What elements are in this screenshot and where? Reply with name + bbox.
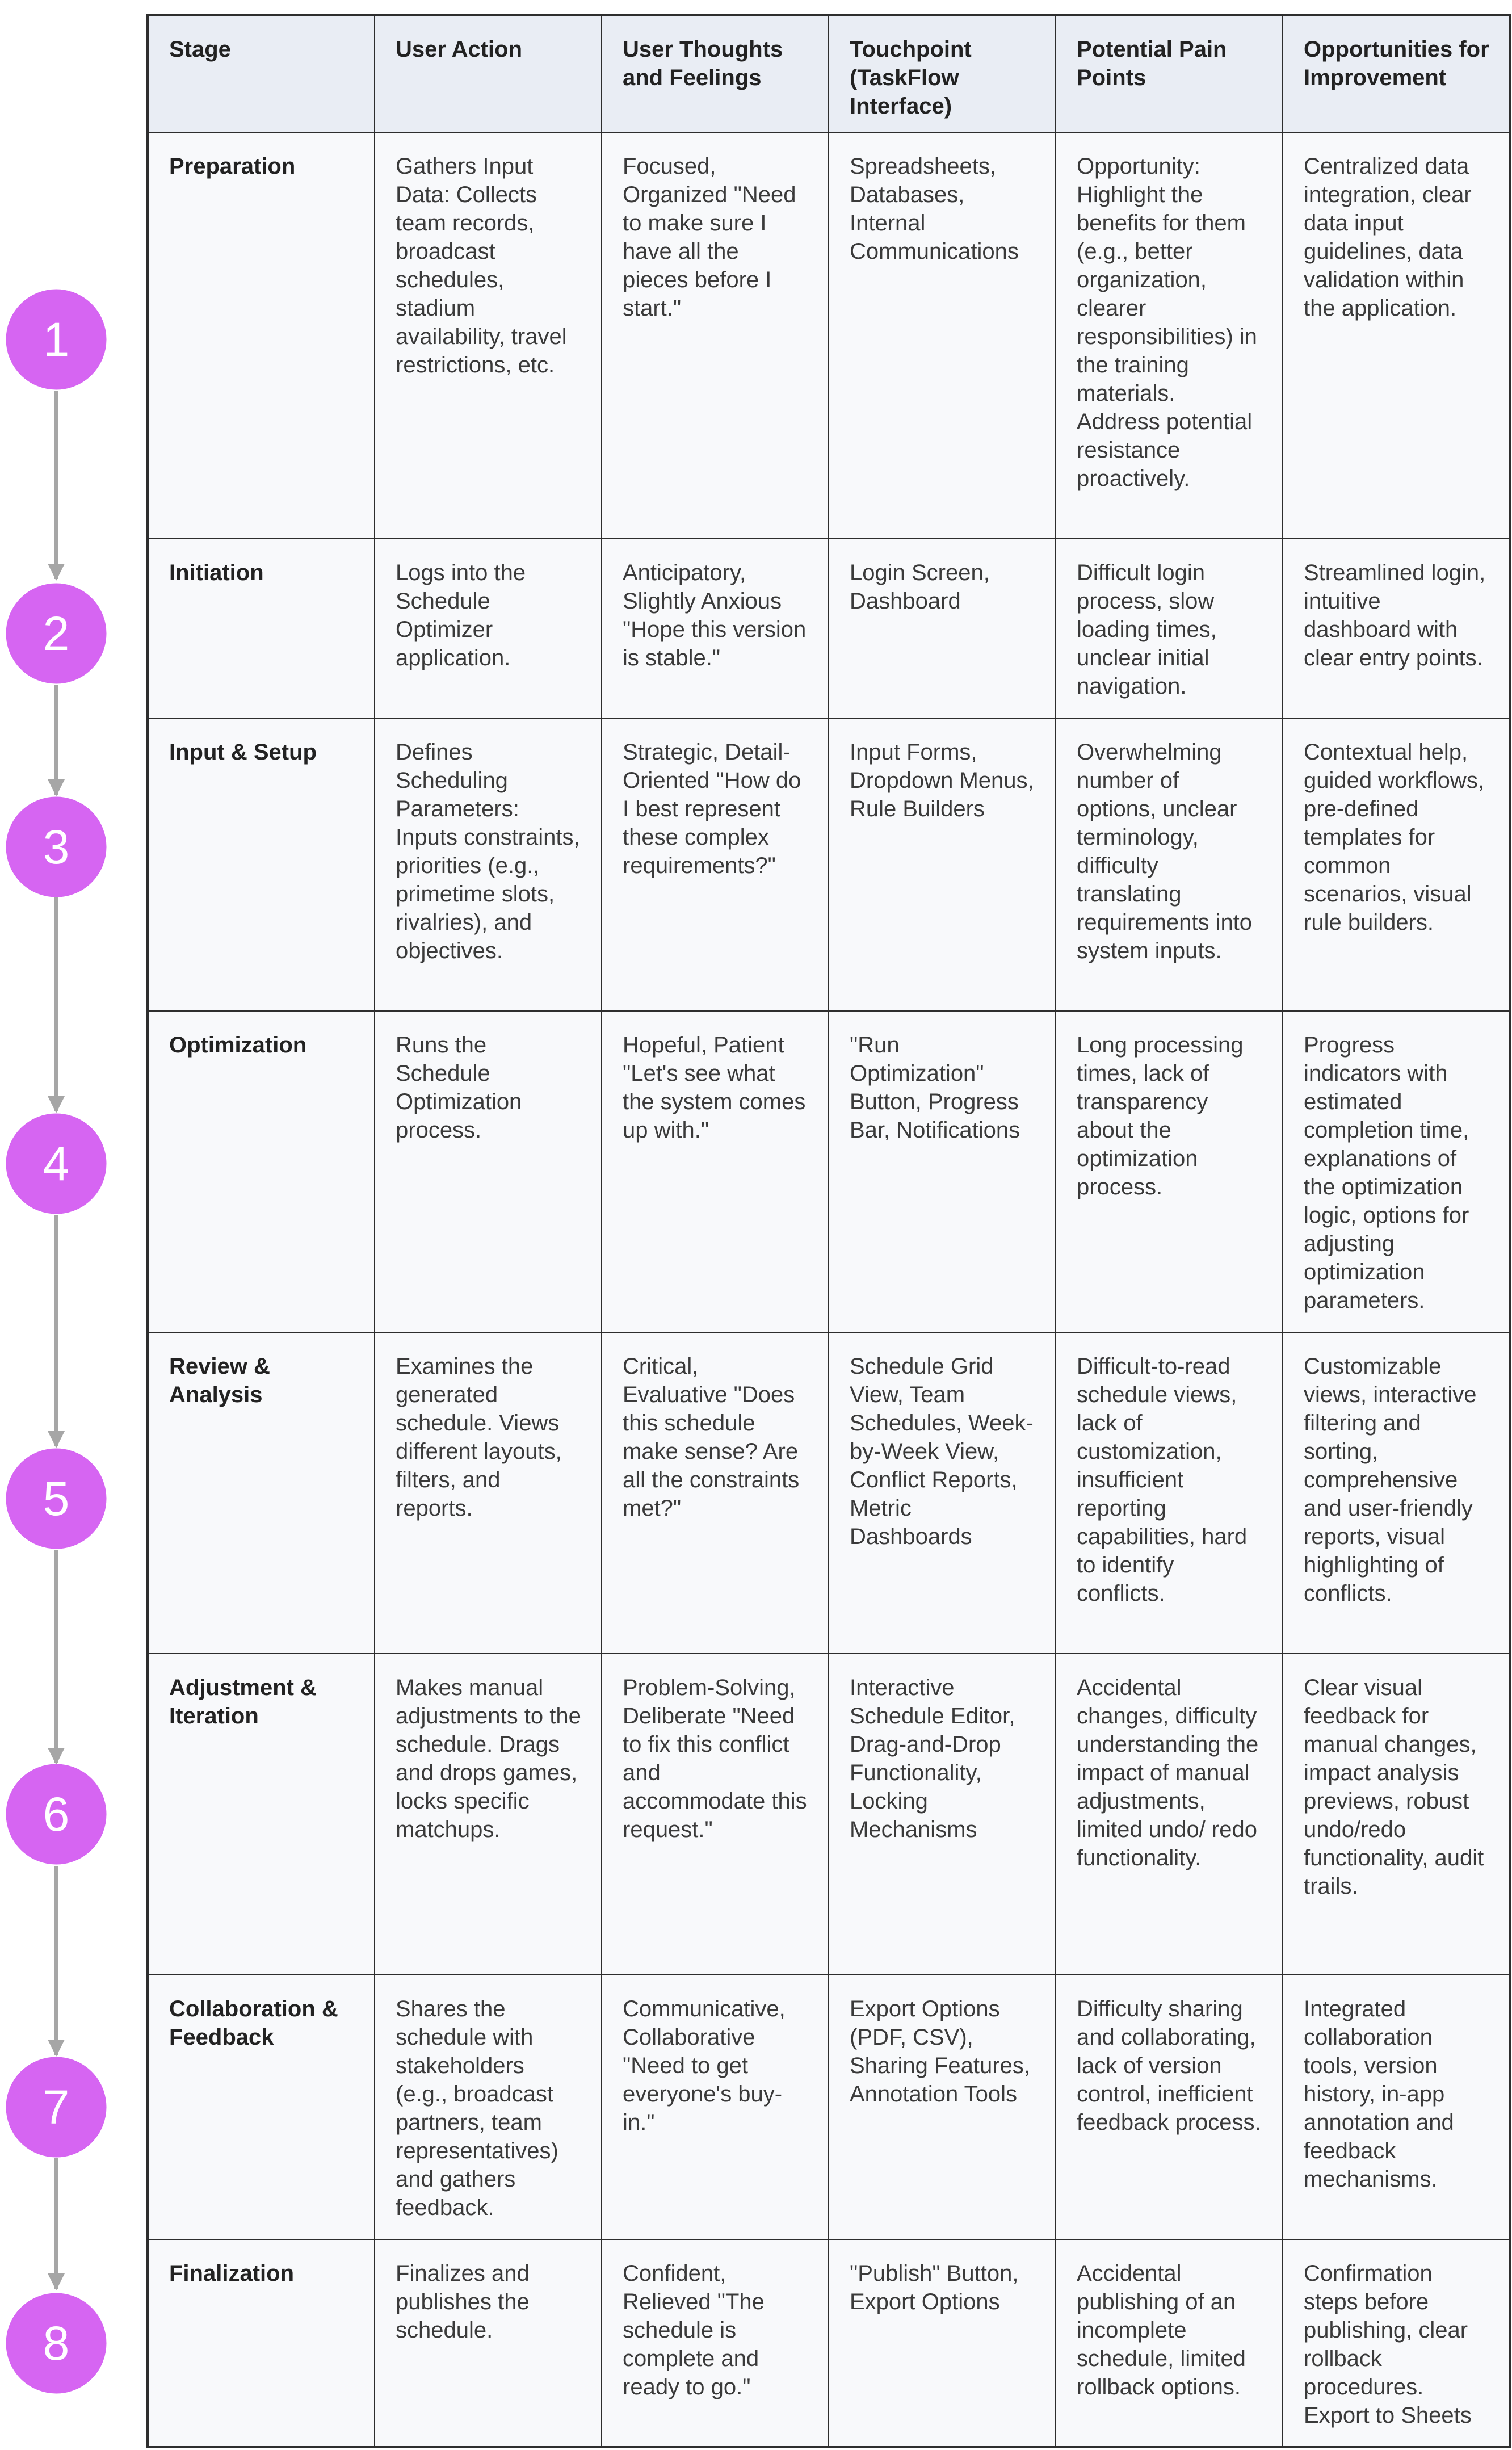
step-marker — [6, 290, 106, 389]
table-row — [148, 539, 1510, 718]
action-cell: Gathers Input Data: Collects team records, broadcast schedules, stadium availability, travel restrictions, etc. — [375, 132, 602, 539]
stage-cell: Optimization — [148, 1011, 375, 1332]
step-rail — [0, 0, 125, 2450]
table-row — [148, 1654, 1510, 1975]
opportunity-cell: Centralized data integration, clear data input guidelines, data validation within the application. — [1283, 132, 1510, 539]
table-row — [148, 718, 1510, 1011]
pain-cell: Difficult-to-read schedule views, lack of customization, insufficient reporting capabilities, hard to identify conflicts. — [1056, 1332, 1283, 1654]
thoughts-cell: Anticipatory, Slightly Anxious "Hope this version is stable." — [602, 539, 829, 718]
svg-text:8: 8 — [43, 2317, 70, 2370]
action-cell: Finalizes and publishes the schedule. — [375, 2239, 602, 2447]
header-user-action: User Action — [375, 15, 602, 132]
svg-text:7: 7 — [43, 2080, 70, 2134]
action-cell: Defines Scheduling Parameters: Inputs constraints, priorities (e.g., primetime slots, rivalries), and objectives. — [375, 718, 602, 1011]
pain-cell: Overwhelming number of options, unclear terminology, difficulty translating requirements into system inputs. — [1056, 718, 1283, 1011]
header-thoughts: User Thoughts and Feelings — [602, 15, 829, 132]
table-row — [148, 1975, 1510, 2239]
action-cell: Shares the schedule with stakeholders (e.g., broadcast partners, team representatives) and gathers feedback. — [375, 1975, 602, 2239]
thoughts-cell: Strategic, Detail-Oriented "How do I best represent these complex requirements?" — [602, 718, 829, 1011]
header-touchpoint: Touchpoint (TaskFlow Interface) — [829, 15, 1056, 132]
pain-cell: Long processing times, lack of transparency about the optimization process. — [1056, 1011, 1283, 1332]
svg-text:1: 1 — [43, 313, 70, 366]
opportunity-cell: Clear visual feedback for manual changes, impact analysis previews, robust undo/redo functionality, audit trails. — [1283, 1654, 1510, 1975]
opportunity-cell: Integrated collaboration tools, version history, in-app annotation and feedback mechanisms. — [1283, 1975, 1510, 2239]
thoughts-cell: Hopeful, Patient "Let's see what the system comes up with." — [602, 1011, 829, 1332]
pain-cell: Accidental changes, difficulty understanding the impact of manual adjustments, limited undo/ redo functionality. — [1056, 1654, 1283, 1975]
step-marker — [6, 1449, 106, 1549]
pain-cell: Opportunity: Highlight the benefits for them (e.g., better organization, clearer responsibilities) in the training materials. Address potential resistance proactively. — [1056, 132, 1283, 539]
header-pain-points: Potential Pain Points — [1056, 15, 1283, 132]
pain-cell: Accidental publishing of an incomplete schedule, limited rollback options. — [1056, 2239, 1283, 2447]
action-cell: Examines the generated schedule. Views different layouts, filters, and reports. — [375, 1332, 602, 1654]
thoughts-cell: Confident, Relieved "The schedule is complete and ready to go." — [602, 2239, 829, 2447]
touchpoint-cell: Login Screen, Dashboard — [829, 539, 1056, 718]
touchpoint-cell: Input Forms, Dropdown Menus, Rule Builders — [829, 718, 1056, 1011]
stage-cell: Finalization — [148, 2239, 375, 2447]
table-row — [148, 1011, 1510, 1332]
table-row — [148, 132, 1510, 539]
action-cell: Logs into the Schedule Optimizer application. — [375, 539, 602, 718]
thoughts-cell: Focused, Organized "Need to make sure I have all the pieces before I start." — [602, 132, 829, 539]
thoughts-cell: Critical, Evaluative "Does this schedule make sense? Are all the constraints met?" — [602, 1332, 829, 1654]
table-row — [148, 2239, 1510, 2447]
journey-map-table — [146, 14, 1511, 2448]
stage-cell: Adjustment & Iteration — [148, 1654, 375, 1975]
opportunity-cell: Customizable views, interactive filtering and sorting, comprehensive and user-friendly reports, visual highlighting of conflicts. — [1283, 1332, 1510, 1654]
touchpoint-cell: "Publish" Button, Export Options — [829, 2239, 1056, 2447]
svg-text:4: 4 — [43, 1137, 70, 1190]
step-marker — [6, 584, 106, 683]
touchpoint-cell: Schedule Grid View, Team Schedules, Week-by-Week View, Conflict Reports, Metric Dashboards — [829, 1332, 1056, 1654]
opportunity-cell: Contextual help, guided workflows, pre-defined templates for common scenarios, visual rule builders. — [1283, 718, 1510, 1011]
opportunity-cell: Progress indicators with estimated completion time, explanations of the optimization logic, options for adjusting optimization parameters. — [1283, 1011, 1510, 1332]
header-opportunities: Opportunities for Improvement — [1283, 15, 1510, 132]
step-marker — [6, 2293, 106, 2393]
opportunity-cell: Confirmation steps before publishing, clear rollback procedures. Export to Sheets — [1283, 2239, 1510, 2447]
stage-cell: Input & Setup — [148, 718, 375, 1011]
svg-text:3: 3 — [43, 820, 70, 874]
pain-cell: Difficult login process, slow loading times, unclear initial navigation. — [1056, 539, 1283, 718]
stage-cell: Review & Analysis — [148, 1332, 375, 1654]
opportunity-cell: Streamlined login, intuitive dashboard with clear entry points. — [1283, 539, 1510, 718]
svg-text:6: 6 — [43, 1788, 70, 1841]
thoughts-cell: Problem-Solving, Deliberate "Need to fix this conflict and accommodate this request." — [602, 1654, 829, 1975]
step-marker — [6, 1114, 106, 1214]
touchpoint-cell: Spreadsheets, Databases, Internal Communications — [829, 132, 1056, 539]
step-marker — [6, 2057, 106, 2157]
svg-text:2: 2 — [43, 607, 70, 660]
pain-cell: Difficulty sharing and collaborating, lack of version control, inefficient feedback process. — [1056, 1975, 1283, 2239]
header-row — [148, 15, 1510, 132]
touchpoint-cell: "Run Optimization" Button, Progress Bar, Notifications — [829, 1011, 1056, 1332]
stage-cell: Initiation — [148, 539, 375, 718]
action-cell: Runs the Schedule Optimization process. — [375, 1011, 602, 1332]
step-marker — [6, 1764, 106, 1864]
touchpoint-cell: Interactive Schedule Editor, Drag-and-Drop Functionality, Locking Mechanisms — [829, 1654, 1056, 1975]
table-row — [148, 1332, 1510, 1654]
header-stage: Stage — [148, 15, 375, 132]
step-marker — [6, 797, 106, 897]
svg-text:5: 5 — [43, 1472, 70, 1525]
stage-cell: Collaboration & Feedback — [148, 1975, 375, 2239]
thoughts-cell: Communicative, Collaborative "Need to get everyone's buy-in." — [602, 1975, 829, 2239]
touchpoint-cell: Export Options (PDF, CSV), Sharing Features, Annotation Tools — [829, 1975, 1056, 2239]
stage-cell: Preparation — [148, 132, 375, 539]
action-cell: Makes manual adjustments to the schedule. Drags and drops games, locks specific matchups. — [375, 1654, 602, 1975]
